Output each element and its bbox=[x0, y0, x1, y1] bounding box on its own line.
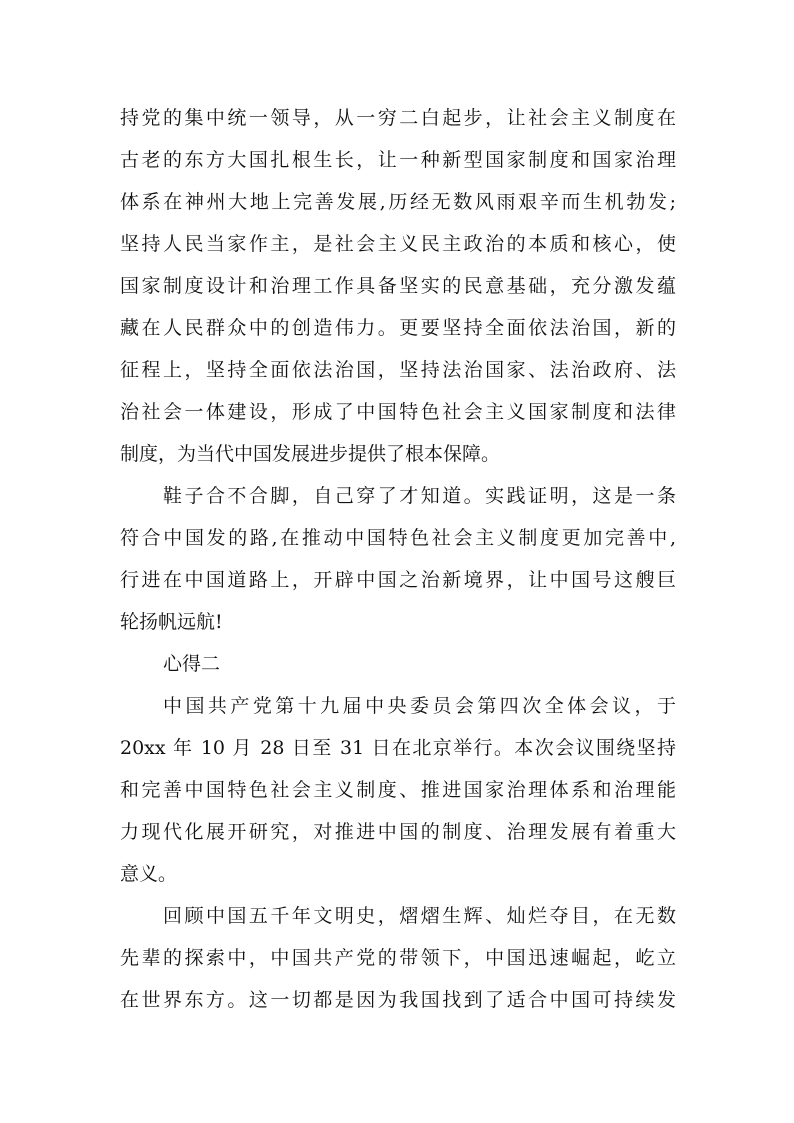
paragraph-line: 藏在人民群众中的创造伟力。更要坚持全面依法治国，新的 bbox=[120, 317, 676, 339]
paragraph-line: 力现代化展开研究，对推进中国的制度、治理发展有着重大 bbox=[120, 821, 676, 843]
section-heading: 心得二 bbox=[163, 653, 221, 675]
paragraph-line: 坚持人民当家作主，是社会主义民主政治的本质和核心，使 bbox=[120, 233, 676, 255]
paragraph-line: 意义。 bbox=[120, 863, 178, 885]
paragraph-first-line: 鞋子合不合脚，自己穿了才知道。实践证明，这是一条 bbox=[163, 485, 676, 507]
paragraph-first-line: 中国共产党第十九届中央委员会第四次全体会议，于 bbox=[163, 695, 676, 717]
paragraph-line: 符合中国发的路,在推动中国特色社会主义制度更加完善中, bbox=[120, 527, 676, 549]
paragraph-line: 古老的东方大国扎根生长，让一种新型国家制度和国家治理 bbox=[120, 149, 676, 171]
paragraph-line: 轮扬帆远航! bbox=[120, 611, 223, 633]
paragraph-line: 征程上，坚持全面依法治国，坚持法治国家、法治政府、法 bbox=[120, 359, 676, 381]
paragraph-line: 持党的集中统一领导，从一穷二白起步，让社会主义制度在 bbox=[120, 107, 676, 129]
paragraph-line: 行进在中国道路上，开辟中国之治新境界，让中国号这艘巨 bbox=[120, 569, 676, 591]
paragraph-line: 和完善中国特色社会主义制度、推进国家治理体系和治理能 bbox=[120, 779, 676, 801]
paragraph-line: 先辈的探索中，中国共产党的带领下，中国迅速崛起，屹立 bbox=[120, 947, 676, 969]
paragraph-line: 体系在神州大地上完善发展,历经无数风雨艰辛而生机勃发; bbox=[120, 191, 676, 213]
document-body bbox=[120, 97, 676, 1021]
paragraph-line: 20xx 年 10 月 28 日至 31 日在北京举行。本次会议围绕坚持 bbox=[120, 737, 676, 759]
paragraph-line: 制度，为当代中国发展进步提供了根本保障。 bbox=[120, 443, 501, 465]
paragraph-line: 在世界东方。这一切都是因为我国找到了适合中国可持续发 bbox=[120, 989, 676, 1011]
paragraph-line: 治社会一体建设，形成了中国特色社会主义国家制度和法律 bbox=[120, 401, 676, 423]
paragraph-first-line: 回顾中国五千年文明史，熠熠生辉、灿烂夺目，在无数 bbox=[163, 905, 676, 927]
paragraph-line: 国家制度设计和治理工作具备坚实的民意基础，充分激发蕴 bbox=[120, 275, 676, 297]
